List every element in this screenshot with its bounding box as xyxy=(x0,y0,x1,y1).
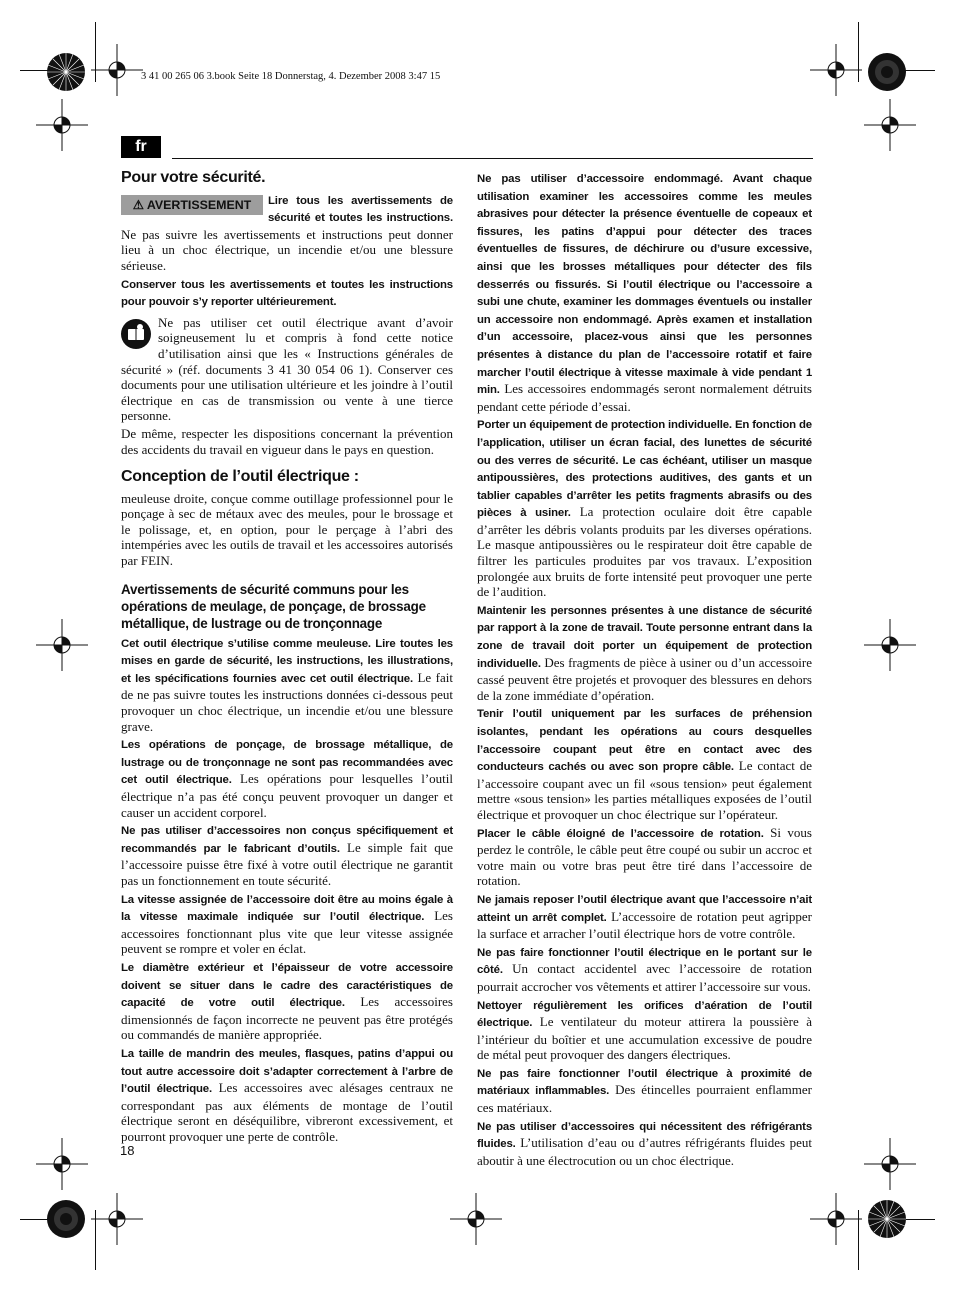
warning-item-bold: Maintenir les personnes présentes à une distance de sécurité par rapport à la zone de travail. Toute personne entrant dans la zone de travail doit porter un équipement de protection individuelle. xyxy=(477,604,812,670)
warning-item xyxy=(477,416,812,600)
registration-mark-icon xyxy=(860,1134,920,1194)
registration-mark-icon xyxy=(806,40,866,100)
warning-paragraph xyxy=(121,192,453,274)
warning-item xyxy=(121,736,453,820)
warning-item xyxy=(477,170,812,414)
left-column xyxy=(121,170,453,1146)
color-calibration-star-icon xyxy=(867,1199,907,1239)
registration-mark-icon xyxy=(32,95,92,155)
warning-item xyxy=(121,891,453,957)
manual-paragraph xyxy=(121,315,453,424)
warning-item-text: Le fait de ne pas suivre toutes les instructions données ci-dessous peut provoquer un choc électrique, un incendie et/ou une blessure grave. xyxy=(121,669,454,734)
registration-mark-icon xyxy=(87,1189,147,1249)
print-header-line: 3 41 00 265 06 3.book Seite 18 Donnerstag, 4. Dezember 2008 3:47 15 xyxy=(141,71,441,82)
warning-item xyxy=(121,635,453,735)
color-calibration-star-icon xyxy=(46,1199,86,1239)
warning-item-bold: Porter un équipement de protection individuelle. En fonction de l’application, utiliser un écran facial, des lunettes de sécurité ou des verres de sécurité. Le cas échéant, utiliser un masque antipoussières, des protections auditives, des gants et un tablier capables d’arrêter les petits fragments abrasifs ou des pièces à usiner. xyxy=(477,419,812,520)
warning-item xyxy=(477,891,812,942)
header-rule xyxy=(172,158,813,159)
read-manual-icon xyxy=(121,319,151,349)
color-calibration-star-icon xyxy=(46,52,86,92)
regulations-paragraph: De même, respecter les dispositions concernant la prévention des accidents du travail en vigueur dans le pays en question. xyxy=(121,425,453,457)
manual-text: Ne pas utiliser cet outil électrique avant d’avoir soigneusement lu et compris à fond cette notice d’utilisation ainsi que les « Instructions générales de sécurité » (réf. documents 3 41 30 054 06 1). Conserver ces documents pour une utilisation ultérieure et les joindre à l’outil électrique en cas de transmission ou vente à une tierce personne. xyxy=(121,314,453,424)
warning-badge xyxy=(121,195,263,215)
registration-mark-icon xyxy=(860,615,920,675)
warning-item xyxy=(477,705,812,822)
warning-bold-text: Lire tous les avertissements de sécurité et toutes les instructions. xyxy=(268,194,453,225)
warning-item-text: Les accessoires fonctionnant plus vite que leur vitesse assignée peuvent se rompre et voler en éclat. xyxy=(121,908,453,957)
warning-item-text: Un contact accidentel avec l’accessoire de rotation pourrait accrocher vos vêtements et attirer l’accessoire sur vous. xyxy=(477,961,812,994)
warning-item-text: Les opérations pour lesquelles l’outil électrique n’a pas été conçu peuvent provoquer un danger et causer un accident corporel. xyxy=(121,771,454,820)
registration-mark-icon xyxy=(860,95,920,155)
warning-item-text: Les accessoires endommagés seront normalement détruits pendant cette période d’essai. xyxy=(477,381,812,414)
warning-item-text: Des étincelles pourraient enflammer ces matériaux. xyxy=(477,1082,813,1116)
warning-item xyxy=(477,1065,812,1116)
warning-item-bold: Ne pas utiliser d’accessoires non conçus spécifiquement et recommandés par le fabricant d’outils. xyxy=(121,825,453,855)
warning-item-bold: La vitesse assignée de l’accessoire doit être au moins égale à la vitesse maximale indiquée sur l’outil électrique. xyxy=(121,893,453,924)
warning-item-text: Le contact de l’accessoire coupant avec un fil «sous tension» peut également mettre «sous tension» les parties métalliques exposées de l’outil électrique et provoquer un choc électrique sur l’opérateur. xyxy=(477,758,812,822)
keep-instructions-text: Conserver tous les avertissements et toutes les instructions pour pouvoir s’y reporter ultérieurement. xyxy=(121,278,453,309)
registration-mark-icon xyxy=(87,40,147,100)
right-column xyxy=(477,170,812,1170)
page-number: 18 xyxy=(120,1143,135,1158)
warning-item-text: L’accessoire de rotation peut agripper la surface et arracher l’outil électrique hors de votre contrôle. xyxy=(477,908,812,942)
section-heading-design: Conception de l’outil électrique : xyxy=(121,468,359,486)
warning-label: AVERTISSEMENT xyxy=(146,197,252,212)
warning-item-bold: Cet outil électrique s’utilise comme meuleuse. Lire toutes les mises en garde de sécurité, les instructions, les illustrations, et les spécifications fournies avec cet outil électrique. xyxy=(121,637,453,685)
warning-item-bold: La taille de mandrin des meules, flasques, patins d’appui ou tout autre accessoire doit s’adapter correctement à l’arbre de l’outil électrique. xyxy=(121,1047,453,1096)
warning-text: Ne pas suivre les avertissements et instructions peut donner lieu à un choc électrique, un incendie et/ou une blessure sérieuse. xyxy=(121,226,453,273)
registration-mark-icon xyxy=(32,1134,92,1194)
warning-item xyxy=(477,997,812,1063)
warning-item-text: Les accessoires avec alésages centraux ne correspondant pas aux éléments de montage de l’outil électrique seront en déséquilibre, vibreront excessivement, et pourront provoquer une perte de contrôle. xyxy=(121,1080,453,1144)
warning-item xyxy=(477,1118,812,1169)
warning-item-bold: Nettoyer régulièrement les orifices d’aération de l’outil électrique. xyxy=(477,999,812,1030)
warning-item-bold: Ne pas faire fonctionner l’outil électrique en le portant sur le côté. xyxy=(477,946,812,977)
registration-mark-icon xyxy=(446,1189,506,1249)
keep-instructions-paragraph xyxy=(121,276,453,311)
warning-item xyxy=(121,822,453,888)
color-calibration-star-icon xyxy=(867,52,907,92)
registration-mark-icon xyxy=(32,615,92,675)
section-heading-safety: Pour votre sécurité. xyxy=(121,169,266,186)
warning-item xyxy=(477,944,812,995)
warning-item-bold: Le diamètre extérieur et l’épaisseur de votre accessoire doivent se situer dans le cadre des caractéristiques de capacité de votre outil électrique. xyxy=(121,961,453,1010)
warning-item xyxy=(477,602,812,704)
warning-item-text: La protection oculaire doit être capable d’arrêter les débris volants produits par les diverses opérations. Le masque antipoussières ou le respirateur doit être capable de filtrer les particules produites par vos travaux. L’exposition prolongée aux bruits de forte intensité peut provoquer une perte de l’audition. xyxy=(477,504,812,600)
warning-item xyxy=(121,1045,453,1145)
warning-item-bold: Les opérations de ponçage, de brossage métallique, de lustrage ou de tronçonnage ne sont pas recommandées avec cet outil électrique. xyxy=(121,739,453,787)
warning-item xyxy=(477,825,812,889)
warning-item-text: L’utilisation d’eau ou d’autres réfrigérants fluides peut aboutir à une électrocution ou un choc électrique. xyxy=(477,1135,812,1168)
warning-item xyxy=(121,959,453,1043)
warning-item-text: Si vous perdez le contrôle, le câble peut être coupé ou subir un accroc et votre main ou votre bras peut être tiré dans l’accessoire de rotation. xyxy=(477,824,812,889)
warning-item-bold: Ne pas faire fonctionner l’outil électrique à proximité de matériaux inflammables. xyxy=(477,1067,812,1098)
registration-mark-icon xyxy=(806,1189,866,1249)
warning-triangle-icon: ⚠ xyxy=(132,197,144,212)
warning-item-bold: Tenir l’outil uniquement par les surfaces de préhension isolantes, pendant les opérations au cours desquelles l’accessoire coupant peut être en contact avec des conducteurs cachés ou avec son propre câble. xyxy=(477,708,812,774)
language-tab: fr xyxy=(121,136,161,158)
design-paragraph: meuleuse droite, conçue comme outillage professionnel pour le ponçage à sec de métaux avec des meules, pour le brossage et le polissage, et, en option, pour le perçage à l’abri des intempéries avec les outils de travail et les accessoires autorisés par FEIN. xyxy=(121,490,453,569)
warning-item-text: Le ventilateur du moteur attirera la poussière à l’intérieur du boîtier et une accumulation excessive de poudre de métal peut provoquer des dangers électriques. xyxy=(477,1014,812,1063)
warning-item-bold: Ne jamais reposer l’outil électrique avant que l’accessoire n’ait atteint un arrêt complet. xyxy=(477,893,812,924)
warning-item-text: Le simple fait que l’accessoire puisse être fixé à votre outil électrique ne garantit pas un fonctionnement en toute sécurité. xyxy=(121,839,453,888)
warning-item-bold: Ne pas utiliser d’accessoire endommagé. Avant chaque utilisation examiner les accessoires comme les meules abrasives pour détecter la présence éventuelle de copeaux et fissures, les patins d’appui pour détecter des traces éventuelles de fissures, de déchirure ou d’usure excessive, ainsi que les brosses métalliques pour détecter des fils desserrés ou fissurés. Si l’outil électrique ou l’accessoire a subi une chute, examiner les dommages éventuels ou installer un accessoire non endommagé. Après examen et installation d’un accessoire, placez-vous ainsi que les personnes présentes à distance du plan de l’accessoire rotatif et faire marcher l’outil électrique à vitesse maximale à vide pendant 1 min. xyxy=(477,173,812,397)
warning-item-text: Les accessoires dimensionnés de façon incorrecte ne peuvent pas être protégés ou commandés de manière appropriée. xyxy=(121,994,453,1043)
section-heading-common-warnings: Avertissements de sécurité communs pour les opérations de meulage, de ponçage, de brossage métallique, de lustrage ou de tronçonnage xyxy=(121,581,426,631)
warning-item-text: Des fragments de pièce à usiner ou d’un accessoire cassé peuvent être projetés et provoquer des blessures en dehors de la zone immédiate d’opération. xyxy=(477,654,812,703)
warning-item-bold: Ne pas utiliser d’accessoires qui nécessitent des réfrigérants fluides. xyxy=(477,1120,812,1151)
warning-item-bold: Placer le câble éloigné de l’accessoire de rotation. xyxy=(477,827,764,840)
